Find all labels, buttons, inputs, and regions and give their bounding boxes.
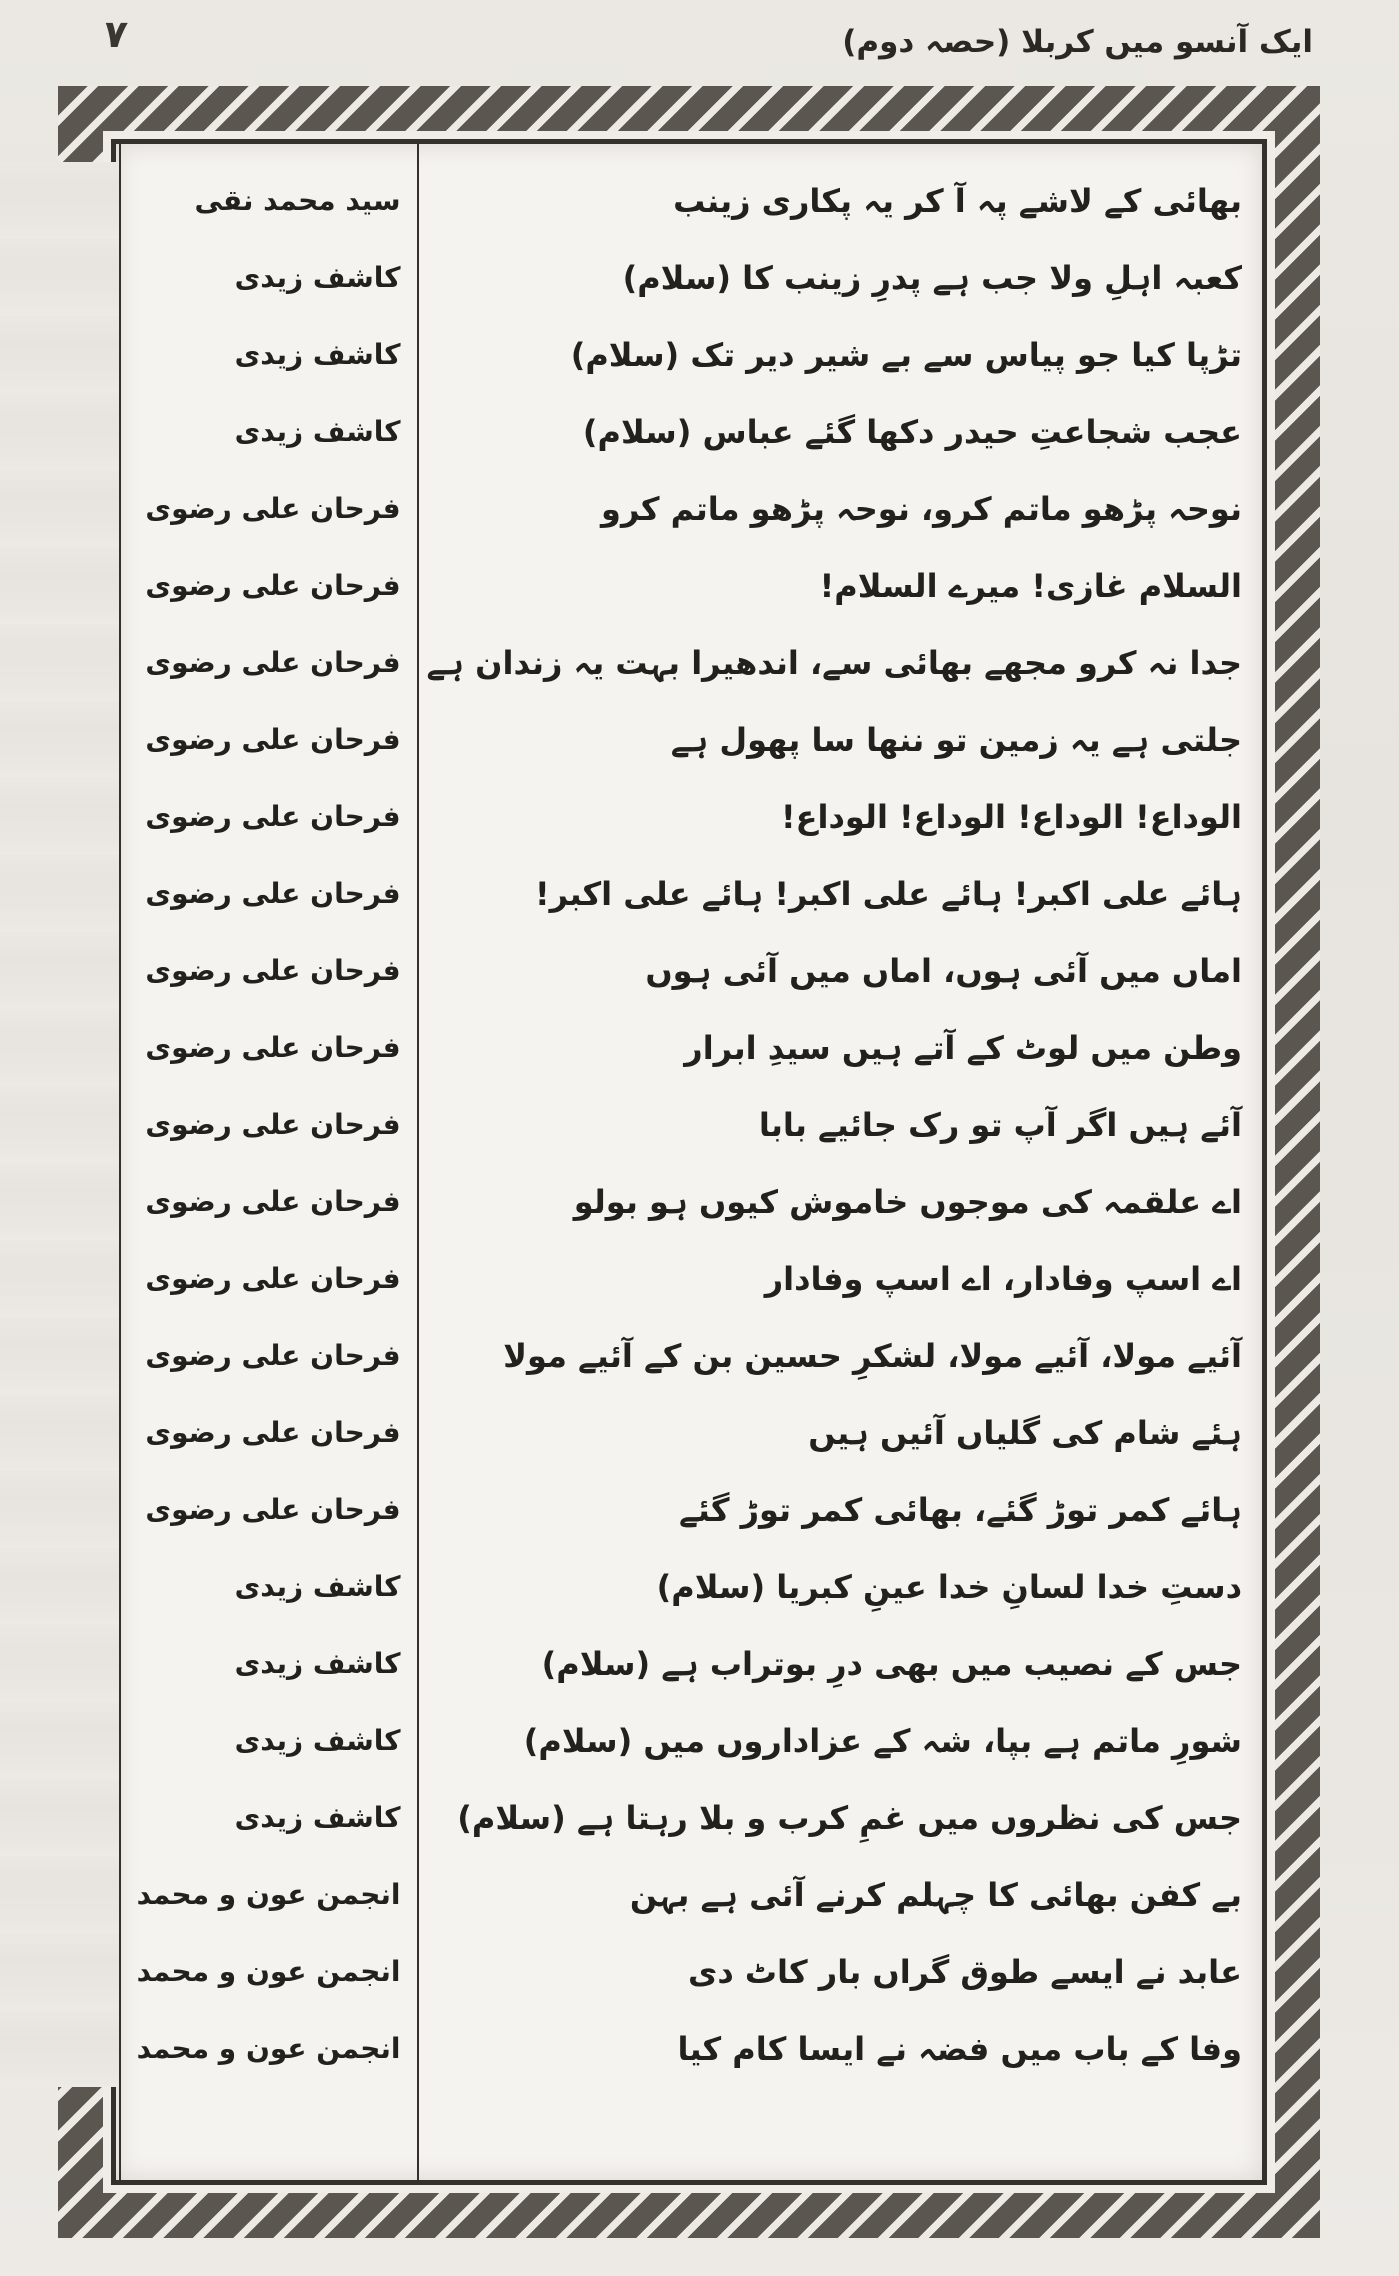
toc-author-cell: کاشف زیدی — [234, 1570, 401, 1603]
toc-page-cell — [0, 2010, 119, 2087]
toc-title-cell: کعبہ اہلِ ولا جب ہے پدرِ زینب کا (سلام) — [622, 258, 1242, 297]
toc-title-cell: وطن میں لوٹ کے آتے ہیں سیدِ ابرار — [684, 1028, 1242, 1067]
toc-title-cell: نوحہ پڑھو ماتم کرو، نوحہ پڑھو ماتم کرو — [601, 489, 1242, 528]
toc-author-cell: کاشف زیدی — [234, 1724, 401, 1757]
toc-column-titles — [417, 144, 1262, 2180]
toc-page-cell — [0, 1779, 119, 1856]
toc-title-cell: جدا نہ کرو مجھے بھائی سے، اندھیرا بہت یہ زندان ہے — [426, 643, 1242, 682]
toc-page-cell — [0, 1163, 119, 1240]
toc-title-cell: اے علقمہ کی موجوں خاموش کیوں ہو بولو — [573, 1182, 1242, 1221]
toc-author-cell: فرحان علی رضوی — [145, 569, 401, 602]
toc-title-cell: آئیے مولا، آئیے مولا، لشکرِ حسین بن کے آئیے مولا — [503, 1336, 1242, 1375]
toc-page-cell — [0, 547, 119, 624]
toc-column-page-numbers — [0, 144, 119, 2180]
toc-page-cell — [0, 162, 119, 239]
toc-page-cell — [0, 470, 119, 547]
toc-page-cell — [0, 778, 119, 855]
toc-page-cell — [0, 1625, 119, 1702]
toc-author-cell: فرحان علی رضوی — [145, 1493, 401, 1526]
toc-title-cell: تڑپا کیا جو پیاس سے بے شیر دیر تک (سلام) — [570, 335, 1242, 374]
toc-page-cell — [0, 1086, 119, 1163]
toc-author-cell: انجمن عون و محمد — [136, 2032, 401, 2065]
toc-title-cell: جس کے نصیب میں بھی درِ بوتراب ہے (سلام) — [541, 1644, 1242, 1683]
toc-author-cell: فرحان علی رضوی — [145, 954, 401, 987]
toc-author-cell: فرحان علی رضوی — [145, 1031, 401, 1064]
toc-title-cell: اماں میں آئی ہوں، اماں میں آئی ہوں — [645, 951, 1242, 990]
toc-page-cell — [0, 316, 119, 393]
toc-title-cell: وفا کے باب میں فضہ نے ایسا کام کیا — [677, 2029, 1242, 2068]
toc-page-cell — [0, 1317, 119, 1394]
toc-title-cell: عابد نے ایسے طوق گراں بار کاٹ دی — [687, 1952, 1242, 1991]
toc-page-cell — [0, 239, 119, 316]
running-head-book-title: ایک آنسو میں کربلا (حصہ دوم) — [842, 24, 1313, 60]
toc-title-cell: بھائی کے لاشے پہ آ کر یہ پکاری زینب — [673, 181, 1242, 220]
toc-table — [111, 139, 1267, 2185]
toc-title-cell: اے اسپ وفادار، اے اسپ وفادار — [764, 1259, 1242, 1298]
toc-page-cell — [0, 1933, 119, 2010]
toc-title-cell: شورِ ماتم ہے بپا، شہ کے عزاداروں میں (سلام) — [523, 1721, 1242, 1760]
toc-author-cell: فرحان علی رضوی — [145, 1108, 401, 1141]
toc-author-cell: فرحان علی رضوی — [145, 800, 401, 833]
toc-title-cell: ہائے کمر توڑ گئے، بھائی کمر توڑ گئے — [679, 1490, 1242, 1529]
toc-title-cell: عجب شجاعتِ حیدر دکھا گئے عباس (سلام) — [582, 412, 1242, 451]
toc-title-cell: آئے ہیں اگر آپ تو رک جائیے بابا — [758, 1105, 1242, 1144]
toc-page-cell — [0, 1240, 119, 1317]
toc-page-cell — [0, 1548, 119, 1625]
toc-author-cell: کاشف زیدی — [234, 1801, 401, 1834]
toc-title-cell: ہئے شام کی گلیاں آئیں ہیں — [808, 1413, 1242, 1452]
folio-page-number: ۷ — [101, 12, 130, 56]
toc-title-cell: دستِ خدا لسانِ خدا عینِ کبریا (سلام) — [656, 1567, 1242, 1606]
toc-author-cell: فرحان علی رضوی — [145, 646, 401, 679]
frame-inner-margin — [103, 131, 1275, 2193]
toc-author-cell: فرحان علی رضوی — [145, 1262, 401, 1295]
toc-author-cell: فرحان علی رضوی — [145, 723, 401, 756]
toc-title-cell: جلتی ہے یہ زمین تو ننھا سا پھول ہے — [670, 720, 1242, 759]
toc-author-cell: فرحان علی رضوی — [145, 492, 401, 525]
toc-title-cell: بے کفن بھائی کا چہلم کرنے آئی ہے بہن — [629, 1875, 1242, 1914]
toc-title-cell: الوداع! الوداع! الوداع! الوداع! — [781, 797, 1242, 836]
toc-title-cell: جس کی نظروں میں غمِ کرب و بلا رہتا ہے (سلام) — [457, 1798, 1242, 1837]
toc-author-cell: کاشف زیدی — [234, 338, 401, 371]
toc-column-authors — [119, 144, 417, 2180]
toc-author-cell: کاشف زیدی — [234, 1647, 401, 1680]
toc-page-cell — [0, 1702, 119, 1779]
toc-author-cell: فرحان علی رضوی — [145, 1339, 401, 1372]
toc-author-cell: فرحان علی رضوی — [145, 1185, 401, 1218]
toc-author-cell: فرحان علی رضوی — [145, 1416, 401, 1449]
toc-page-cell — [0, 1394, 119, 1471]
toc-page-cell — [0, 624, 119, 701]
toc-author-cell: فرحان علی رضوی — [145, 877, 401, 910]
hatched-decorative-frame — [58, 86, 1320, 2238]
toc-page-cell — [0, 393, 119, 470]
toc-page-cell — [0, 932, 119, 1009]
toc-title-cell: ہائے علی اکبر! ہائے علی اکبر! ہائے علی اکبر! — [534, 874, 1242, 913]
toc-author-cell: کاشف زیدی — [234, 415, 401, 448]
toc-author-cell: کاشف زیدی — [234, 261, 401, 294]
toc-page-cell — [0, 855, 119, 932]
toc-author-cell: انجمن عون و محمد — [136, 1955, 401, 1988]
toc-page-cell — [0, 1471, 119, 1548]
toc-page-cell — [0, 1856, 119, 1933]
toc-page-cell — [0, 701, 119, 778]
toc-author-cell: سید محمد نقی — [194, 184, 401, 217]
toc-author-cell: انجمن عون و محمد — [136, 1878, 401, 1911]
toc-title-cell: السلام غازی! میرے السلام! — [819, 566, 1242, 605]
toc-page-cell — [0, 1009, 119, 1086]
